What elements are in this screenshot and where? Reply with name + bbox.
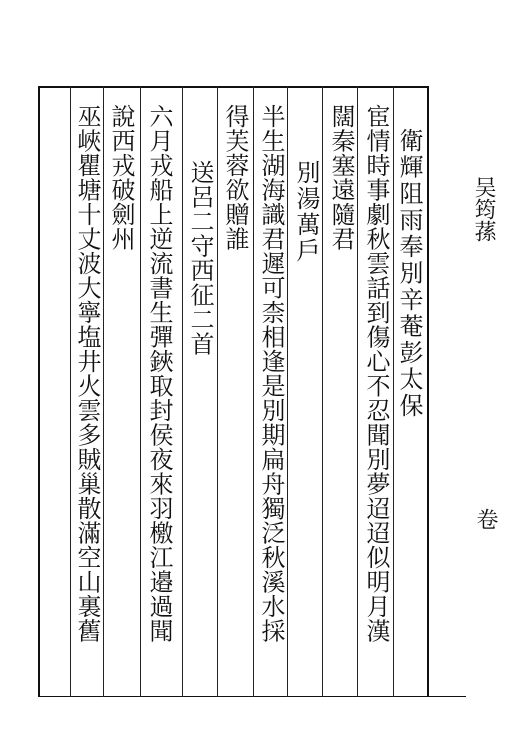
- text-column: 半生湖海識君遲可柰相逢是別期扁舟獨泛秋溪水採: [257, 104, 285, 643]
- column-rule: [253, 86, 254, 697]
- column-rule: [217, 86, 218, 697]
- text-column: 六月戎船上逆流書生彈鋏取封侯夜來羽檄江邉過聞: [145, 104, 173, 643]
- margin-volume: 卷: [473, 508, 498, 530]
- column-rule: [287, 86, 288, 697]
- column-rule: [427, 86, 429, 697]
- text-column: 巫峽瞿塘十丈波大寧塩井火雲多賊巢散滿空山裏舊: [73, 104, 101, 643]
- poem-title-weihui: 衛輝阻雨奉別辛菴彭太保: [395, 128, 423, 420]
- column-rule: [140, 86, 141, 697]
- poem-title-bie-tang: 別湯萬戶: [292, 160, 320, 264]
- column-rule: [182, 86, 183, 697]
- text-column: 宦情時事劇秋雲話到傷心不忍聞別夢迢迢似明月漢: [362, 104, 390, 643]
- poem-title-song-lu: 送呂二守西征二首: [186, 160, 214, 356]
- page-border-top: [38, 86, 428, 88]
- text-column: 闊秦塞遠隨君: [327, 104, 355, 251]
- column-rule: [322, 86, 323, 697]
- text-column: 得芙蓉欲贈誰: [221, 104, 249, 251]
- column-rule: [393, 86, 394, 697]
- margin-title: 吴筠蓀: [471, 176, 496, 242]
- column-rule: [70, 86, 71, 697]
- text-column: 說西戎破劍州: [107, 104, 135, 251]
- column-rule: [103, 86, 104, 697]
- column-rule: [357, 86, 358, 697]
